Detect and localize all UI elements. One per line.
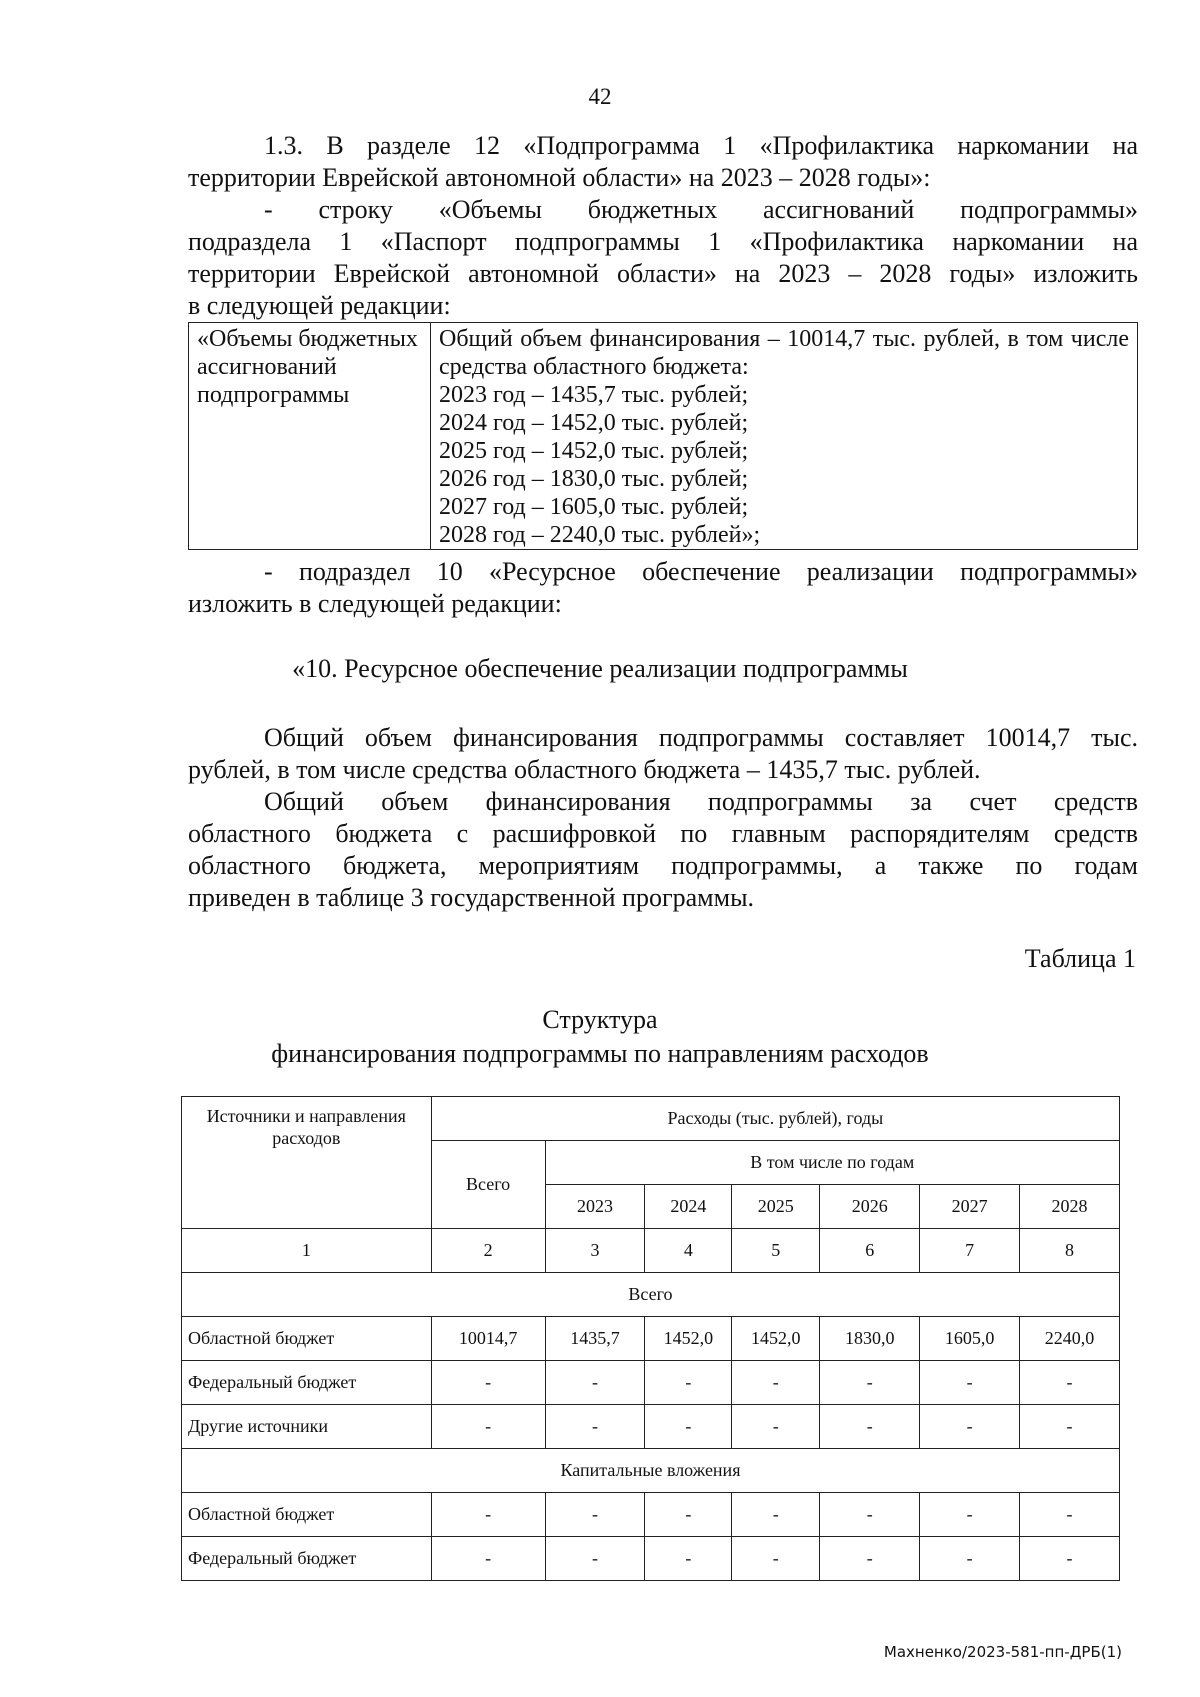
table-row bbox=[182, 1537, 1120, 1581]
value-cell: - bbox=[1020, 1361, 1120, 1405]
header-year-cell: 2023 bbox=[545, 1185, 645, 1229]
value-cell: 1435,7 bbox=[545, 1317, 645, 1361]
passport-year-line: 2028 год – 2240,0 тыс. рублей»; bbox=[439, 522, 761, 548]
table-row bbox=[182, 1317, 1120, 1361]
column-number-row bbox=[182, 1229, 1120, 1273]
structure-title bbox=[0, 1003, 1200, 1071]
column-number-cell: 5 bbox=[732, 1229, 820, 1273]
table-row bbox=[182, 1405, 1120, 1449]
source-cell: Федеральный бюджет bbox=[182, 1361, 432, 1405]
passport-year-line: 2027 год – 1605,0 тыс. рублей; bbox=[439, 494, 749, 520]
structure-title-line-1: Структура bbox=[542, 1005, 658, 1034]
value-cell: 10014,7 bbox=[431, 1317, 545, 1361]
source-cell: Областной бюджет bbox=[182, 1493, 432, 1537]
header-expenses-cell: Расходы (тыс. рублей), годы bbox=[431, 1097, 1119, 1141]
value-cell: - bbox=[820, 1537, 920, 1581]
table-label: Таблица 1 bbox=[1024, 944, 1136, 973]
value-cell: - bbox=[645, 1493, 732, 1537]
passport-intro-line: территории Еврейской автономной области» на 2023 – 2028 годы» изложить bbox=[188, 259, 1138, 288]
value-cell: - bbox=[645, 1361, 732, 1405]
value-cell: - bbox=[1020, 1537, 1120, 1581]
structure-title-line-2: финансирования подпрограммы по направлениям расходов bbox=[271, 1039, 929, 1068]
value-cell: - bbox=[431, 1405, 545, 1449]
section-title-row bbox=[182, 1273, 1120, 1317]
value-cell: - bbox=[1020, 1493, 1120, 1537]
section-intro-line: 1.3. В разделе 12 «Подпрограмма 1 «Профилактика наркомании на bbox=[264, 131, 1138, 160]
value-cell: - bbox=[431, 1493, 545, 1537]
column-number-cell: 8 bbox=[1020, 1229, 1120, 1273]
value-cell: - bbox=[645, 1405, 732, 1449]
passport-label-cell: «Объемы бюджетных ассигнований подпрограммы bbox=[189, 323, 431, 550]
value-cell: - bbox=[920, 1493, 1020, 1537]
column-number-cell: 2 bbox=[431, 1229, 545, 1273]
financing-paragraph-1 bbox=[188, 722, 1138, 786]
value-cell: 1605,0 bbox=[920, 1317, 1020, 1361]
table-row bbox=[182, 1361, 1120, 1405]
value-cell: - bbox=[645, 1537, 732, 1581]
subsection-intro-line: - подраздел 10 «Ресурсное обеспечение реализации подпрограммы» bbox=[264, 557, 1138, 586]
value-cell: - bbox=[431, 1361, 545, 1405]
value-cell: - bbox=[545, 1361, 645, 1405]
value-cell: 1830,0 bbox=[820, 1317, 920, 1361]
passport-intro-line: - строку «Объемы бюджетных ассигнований подпрограммы» bbox=[264, 195, 1138, 224]
value-cell: - bbox=[545, 1537, 645, 1581]
value-cell: - bbox=[732, 1405, 820, 1449]
table-header-row bbox=[182, 1097, 1120, 1141]
header-year-cell: 2028 bbox=[1020, 1185, 1120, 1229]
section-title-cell: Капитальные вложения bbox=[182, 1449, 1120, 1493]
header-year-cell: 2024 bbox=[645, 1185, 732, 1229]
source-cell: Федеральный бюджет bbox=[182, 1537, 432, 1581]
value-cell: - bbox=[920, 1361, 1020, 1405]
passport-intro-line: в следующей редакции: bbox=[188, 291, 451, 320]
subsection-intro-line: изложить в следующей редакции: bbox=[188, 589, 562, 618]
source-cell: Областной бюджет bbox=[182, 1317, 432, 1361]
source-cell: Другие источники bbox=[182, 1405, 432, 1449]
page-number: 42 bbox=[588, 84, 612, 109]
passport-table bbox=[188, 322, 1138, 550]
value-cell: - bbox=[920, 1537, 1020, 1581]
value-cell: - bbox=[545, 1405, 645, 1449]
value-cell: - bbox=[1020, 1405, 1120, 1449]
value-cell: - bbox=[431, 1537, 545, 1581]
value-cell: 1452,0 bbox=[732, 1317, 820, 1361]
section-intro-line: территории Еврейской автономной области» на 2023 – 2028 годы»: bbox=[188, 163, 931, 192]
table-row bbox=[182, 1493, 1120, 1537]
column-number-cell: 6 bbox=[820, 1229, 920, 1273]
value-cell: 2240,0 bbox=[1020, 1317, 1120, 1361]
passport-year-line: 2026 год – 1830,0 тыс. рублей; bbox=[439, 466, 749, 492]
passport-year-line: 2025 год – 1452,0 тыс. рублей; bbox=[439, 438, 749, 464]
section-title-row bbox=[182, 1449, 1120, 1493]
section-intro-paragraph bbox=[188, 130, 1138, 194]
passport-intro-paragraph bbox=[188, 194, 1138, 322]
value-cell: 1452,0 bbox=[645, 1317, 732, 1361]
value-cell: - bbox=[732, 1493, 820, 1537]
column-number-cell: 1 bbox=[182, 1229, 432, 1273]
paragraph-line: Общий объем финансирования подпрограммы за счет средств bbox=[264, 787, 1138, 816]
financing-paragraph-2 bbox=[188, 786, 1138, 914]
column-number-cell: 4 bbox=[645, 1229, 732, 1273]
passport-financing-cell bbox=[431, 323, 1138, 550]
paragraph-line: областного бюджета с расшифровкой по главным распорядителям средств bbox=[188, 819, 1138, 848]
paragraph-line: Общий объем финансирования подпрограммы составляет 10014,7 тыс. bbox=[264, 723, 1138, 752]
document-footer-code: Махненко/2023-581-пп-ДРБ(1) bbox=[883, 1643, 1122, 1661]
header-year-cell: 2025 bbox=[732, 1185, 820, 1229]
value-cell: - bbox=[820, 1405, 920, 1449]
value-cell: - bbox=[820, 1361, 920, 1405]
header-year-cell: 2027 bbox=[920, 1185, 1020, 1229]
value-cell: - bbox=[920, 1405, 1020, 1449]
header-sources-cell: Источники и направления расходов bbox=[182, 1097, 432, 1229]
passport-year-line: 2023 год – 1435,7 тыс. рублей; bbox=[439, 382, 749, 408]
header-by-years-cell: В том числе по годам bbox=[545, 1141, 1119, 1185]
column-number-cell: 3 bbox=[545, 1229, 645, 1273]
passport-intro-line: подраздела 1 «Паспорт подпрограммы 1 «Профилактика наркомании на bbox=[188, 227, 1138, 256]
passport-financing-text: Общий объем финансирования – 10014,7 тыс. рублей, в том числе средства областного бюджета: bbox=[439, 326, 1129, 380]
column-number-cell: 7 bbox=[920, 1229, 1020, 1273]
header-total-cell: Всего bbox=[431, 1141, 545, 1229]
paragraph-line: приведен в таблице 3 государственной программы. bbox=[188, 883, 755, 912]
value-cell: - bbox=[732, 1361, 820, 1405]
header-year-cell: 2026 bbox=[820, 1185, 920, 1229]
value-cell: - bbox=[545, 1493, 645, 1537]
section-title-cell: Всего bbox=[182, 1273, 1120, 1317]
subsection-heading: «10. Ресурсное обеспечение реализации подпрограммы bbox=[292, 654, 908, 683]
financing-table bbox=[181, 1096, 1120, 1581]
paragraph-line: рублей, в том числе средства областного бюджета – 1435,7 тыс. рублей. bbox=[188, 755, 981, 784]
passport-row bbox=[189, 323, 1138, 550]
value-cell: - bbox=[732, 1537, 820, 1581]
paragraph-line: областного бюджета, мероприятиям подпрограммы, а также по годам bbox=[188, 851, 1138, 880]
subsection-intro-paragraph bbox=[188, 556, 1138, 620]
passport-year-line: 2024 год – 1452,0 тыс. рублей; bbox=[439, 410, 749, 436]
value-cell: - bbox=[820, 1493, 920, 1537]
